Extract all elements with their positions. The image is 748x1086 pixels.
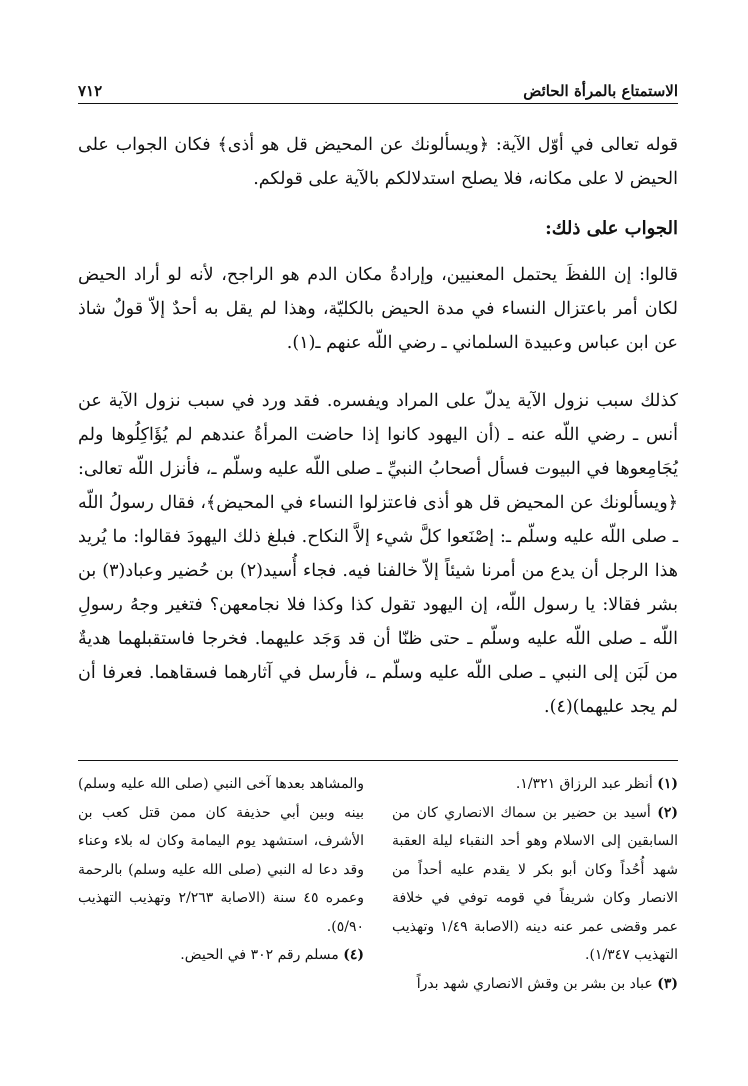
footnote-text: أنظر عبد الرزاق ١/٣٢١. <box>515 776 653 792</box>
paragraph-1: قوله تعالى في أوّل الآية: ﴿ويسألونك عن المحيض قل هو أذى﴾ فكان الجواب على الحيض لا على مكانه، فلا يصلح استدلالكم بالآية على قولكم. <box>78 135 678 189</box>
paragraph-2: قالوا: إن اللفظَ يحتمل المعنيين، وإرادةُ مكان الدم هو الراجح، لأنه لو أراد الحيض لكان أمر باعتزال النساء في مدة الحيض بالكليّة، وهذا لم يقل به أحدٌ إلاّ قولٌ شاذ عن ابن عباس وعبيدة السلماني ـ رضي اللّه عنهم ـ(١). <box>78 265 678 353</box>
footnotes-right-column <box>392 770 678 998</box>
footnotes-left-column <box>78 770 364 970</box>
page-number: ٧١٢ <box>78 82 103 100</box>
footnote-3 <box>392 970 678 999</box>
footnote-text: أسيد بن حضير بن سماك الانصاري كان من السابقين إلى الاسلام وهو أحد النقباء ليلة العقبة شهد أُحُداً وكان أبو بكر لا يقدم عليه أحداً من الانصار وكان شريفاً في قومه توفي في خلافة عمر وقضى عمر عنه دينه (الاصابة ١/٤٩ وتهذيب التهذيب ١/٣٤٧). <box>392 804 678 963</box>
footnote-number: (٤) <box>343 947 364 963</box>
footnote-1 <box>392 770 678 799</box>
footnote-number: (٣) <box>657 975 678 992</box>
footnote-3-continued <box>78 770 364 941</box>
footnote-number: (١) <box>657 776 678 792</box>
footnote-divider <box>78 760 678 761</box>
page-header <box>78 72 678 100</box>
footnote-number: (٢) <box>657 804 679 821</box>
section-heading: الجواب على ذلك: <box>545 218 678 239</box>
header-divider <box>78 103 678 104</box>
running-title: الاستمتاع بالمرأة الحائض <box>523 82 678 100</box>
footnote-text: عباد بن بشر بن وقش الانصاري شهد بدراً <box>416 975 653 992</box>
footnote-text: والمشاهد بعدها آخى النبي (صلى الله عليه وسلم) بينه وبين أبي حذيفة كان ممن قتل كعب بن الأشرف، استشهد يوم اليمامة وكان له بلاء وعناء وقد دعا له النبي (صلى الله عليه وسلم) بالرحمة وعمره ٤٥ سنة (الاصابة ٢/٢٦٣ وتهذيب التهذيب ٥/٩٠). <box>78 776 365 935</box>
footnote-2 <box>392 799 678 970</box>
footnote-text: مسلم رقم ٣٠٢ في الحيض. <box>180 947 339 963</box>
footnote-4 <box>78 941 364 970</box>
paragraph-3: كذلك سبب نزول الآية يدلّ على المراد ويفسره. فقد ورد في سبب نزول الآية عن أنس ـ رضي اللّه عنه ـ (أن اليهود كانوا إذا حاضت المرأةُ عندهم لم يُؤَاكِلُوها ولم يُجَامِعوها في البيوت فسأل أصحابُ النبيِّ ـ صلى اللّه عليه وسلّم ـ، فأنزل اللّه تعالى: ﴿ويسألونك عن المحيض قل هو أذى فاعتزلوا النساء في المحيض﴾، فقال رسولُ اللّه ـ صلى اللّه عليه وسلّم ـ: إصْنَعوا كلَّ شيء إلاَّ النكاح. فبلغ ذلك اليهودَ فقالوا: ما يُريد هذا الرجل أن يدع من أمرنا شيئاً إلاّ خالفنا فيه. فجاء أُسيد(٢) بن حُضير وعباد(٣) بن بشر فقالا: يا رسول اللّه، إن اليهود تقول كذا وكذا فلا نجامعهن؟ فتغير وجهُ رسولِ اللّه ـ صلى اللّه عليه وسلّم ـ حتى ظنّا أن قد وَجَد عليهما. فخرجا فاستقبلهما هديةٌ من لَبَن إلى النبي ـ صلى اللّه عليه وسلّم ـ، فأرسل في آثارهما فسقاهما. فعرفا أن لم يجد عليهما)(٤). <box>78 391 679 717</box>
